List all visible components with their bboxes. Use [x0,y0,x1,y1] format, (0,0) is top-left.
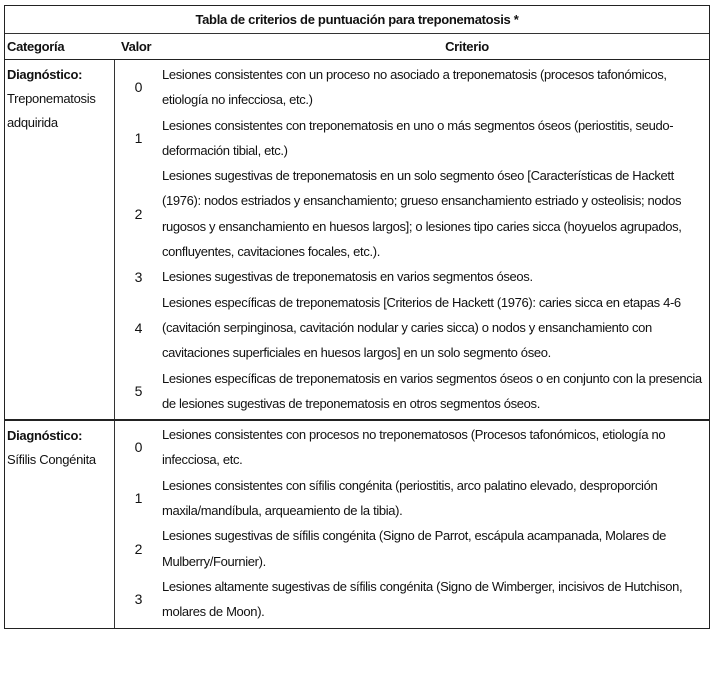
table-row [115,113,709,164]
criterion-text: Lesiones consistentes con sífilis congénita (periostitis, arco palatino elevado, desproporción maxila/mandíbula, arqueamiento de la tibia). [162,477,658,519]
criterion-text: Lesiones consistentes con procesos no treponematosos (Procesos tafonómicos, etiología no infecciosa, etc. [162,427,666,468]
score-value: 2 [134,540,143,557]
score-value: 4 [134,319,143,336]
table-header-row [5,34,709,60]
table-row [115,473,709,524]
table-row [115,574,709,625]
table-row [115,62,709,113]
category-subtitle: Treponematosis adquirida [7,91,96,130]
score-value: 2 [134,205,143,222]
category-cell [5,421,115,627]
criterion-text: Lesiones consistentes con un proceso no asociado a treponematosis (procesos tafonómicos, etiología no infecciosa, etc.) [162,67,667,108]
criterion-text: Lesiones sugestivas de treponematosis en varios segmentos óseos. [162,269,533,285]
score-value: 3 [134,269,143,286]
criterion-text: Lesiones consistentes con treponematosis en uno o más segmentos óseos (periostitis, seudo-deformación tibial, etc.) [162,117,674,158]
category-subtitle: Sífilis Congénita [7,452,96,468]
criterion-text: Lesiones sugestivas de treponematosis en un solo segmento óseo [Características de Hackett (1976): nodos estriados y ensanchamiento; grueso ensanchamiento estriado y osteolisis; nodos rugosos y ensanchamiento en huesos largos]; o lesiones tipo caries sicca (hoyuelos agrupados, confluyentes, cavitaciones focales, etc.). [162,168,682,260]
table-row [115,523,709,574]
criterion-text: Lesiones altamente sugestivas de sífilis congénita (Signo de Wimberger, incisivos de Hutchison, molares de Moon). [162,578,683,620]
scoring-criteria-table [4,5,710,629]
group-acquired-treponematosis [5,60,709,419]
table-row [115,422,709,473]
criterion-text: Lesiones sugestivas de sífilis congénita (Signo de Parrot, escápula acampanada, Molares de Mulberry/Fournier). [162,528,666,569]
score-value: 3 [134,591,143,608]
table-row [115,366,709,417]
criterion-text: Lesiones específicas de treponematosis en varios segmentos óseos o en conjunto con la presencia de lesiones sugestivas de treponematosis en otros segmentos óseos. [162,370,702,411]
header-value: Valor [121,39,152,54]
score-value: 0 [134,439,143,456]
header-criterion: Criterio [445,39,489,54]
table-row [115,290,709,366]
score-value: 1 [134,129,143,146]
score-value: 1 [134,490,143,507]
category-cell [5,60,115,419]
score-value: 5 [134,382,143,399]
group-congenital-syphilis [5,419,709,627]
category-title: Diagnóstico: [7,428,83,444]
table-row [115,163,709,264]
table-row [115,264,709,289]
header-category: Categoría [7,39,65,54]
category-title: Diagnóstico: [7,67,83,82]
criterion-text: Lesiones específicas de treponematosis [Criterios de Hackett (1976): caries sicca en etapas 4-6 (cavitación serpinginosa, cavitación nodular y caries sicca) o nodos y ensanchamiento con cavitaciones superficiales en huesos largos] en un solo segmento óseo. [162,294,681,361]
score-value: 0 [134,79,143,96]
table-title: Tabla de criterios de puntuación para treponematosis * [5,6,709,34]
